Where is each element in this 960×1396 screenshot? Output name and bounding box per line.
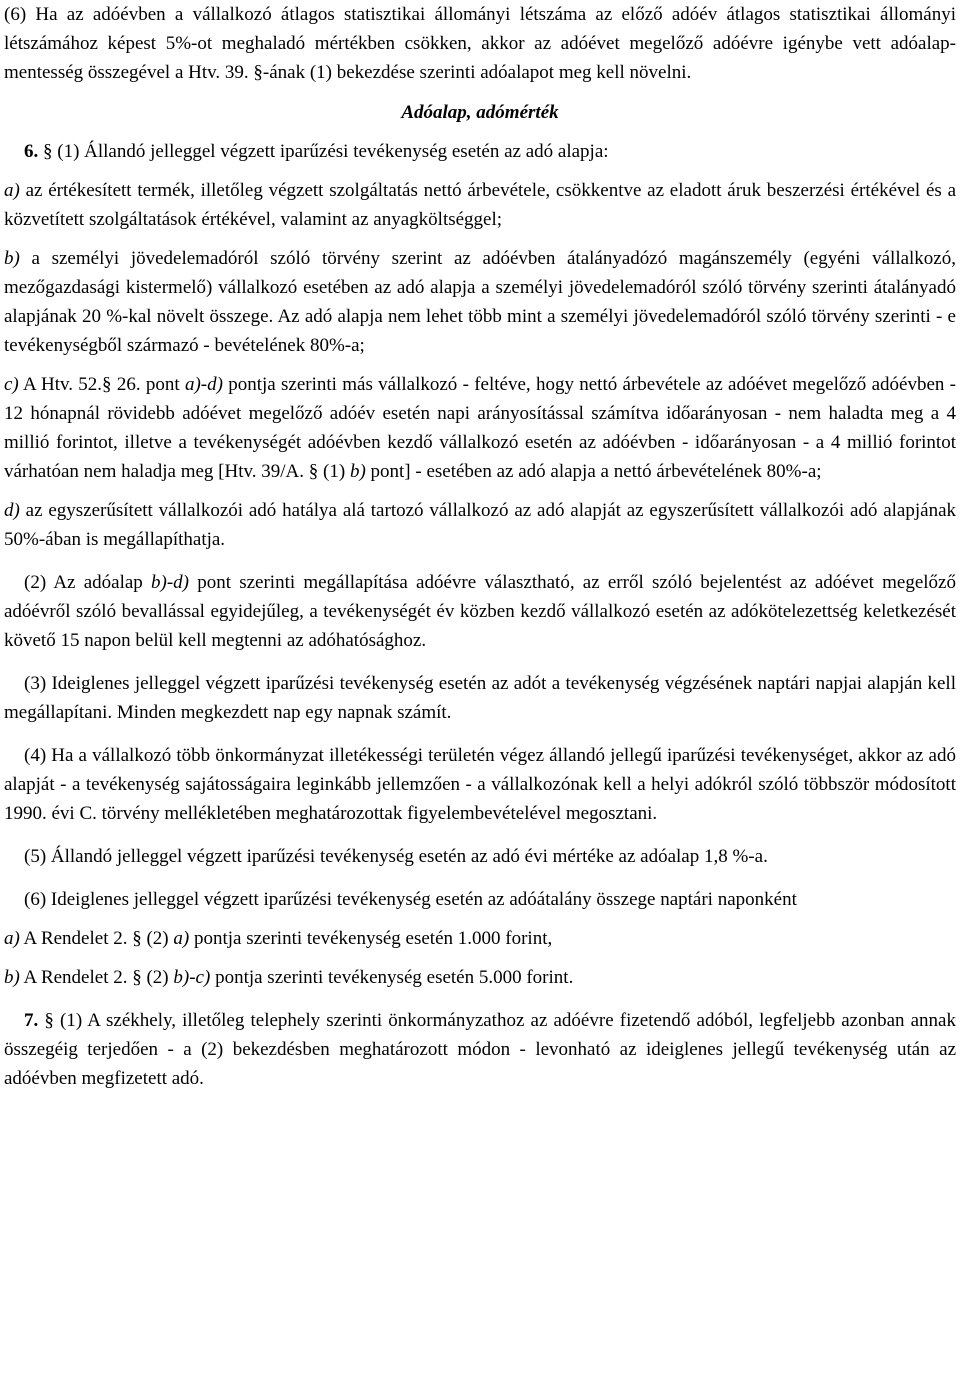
paragraph-6: (6) Ideiglenes jelleggel végzett iparűzési tevékenység esetén az adóátalány összege naptári naponként [24,889,797,910]
item-a-label: a) [4,180,20,201]
paragraph-5: (5) Állandó jelleggel végzett iparűzési tevékenység esetén az adó évi mértéke az adóalap 1,8 %-a. [24,846,768,867]
paragraph-6-item-a-text-1: A Rendelet 2. § (2) [19,928,174,949]
paragraph-6-item-b [4,963,956,992]
item-c-label: c) [4,374,19,395]
item-c-ref: a)-d) [184,374,223,395]
item-a-text: az értékesített termék, illetőleg végzett szolgáltatás nettó árbevétele, csökkentve az eladott áruk beszerzési értékével és a közvetített szolgáltatások értékével, valamint az anyagköltséggel; [4,180,956,230]
section-6-intro-text: § (1) Állandó jelleggel végzett iparűzési tevékenység esetén az adó alapja: [38,141,609,162]
item-d-text: az egyszerűsített vállalkozói adó hatálya alá tartozó vállalkozó az adó alapját az egyszerűsített vállalkozói adó alapjának 50%-ában is megállapíthatja. [4,500,956,550]
item-d [4,496,956,554]
paragraph-2-ref: b)-d) [151,572,189,593]
paragraph-3: (3) Ideiglenes jelleggel végzett iparűzési tevékenység esetén az adót a tevékenység végzésének naptári napjai alapján kell megállapítani. Minden megkezdett nap egy napnak számít. [4,673,956,723]
paragraph-6-item-a-label: a) [4,928,20,949]
section-number: 6. [24,141,39,162]
paragraph-2 [4,568,956,655]
paragraph-2-text-a: (2) Az adóalap [24,572,151,593]
paragraph-6-item-b-text-2: pontja szerinti tevékenység esetén 5.000 forint. [210,967,574,988]
item-b-text: a személyi jövedelemadóról szóló törvény szerint az adóévben átalányadózó magánszemély (egyéni vállalkozó, mezőgazdasági kistermelő) vállalkozó esetében az adó alapja a személyi jövedelemadóról szóló törvény szerinti átalányadó alapjának 20 %-kal növelt összege. Az adó alapja nem lehet több mint a személyi jövedelemadóról szóló törvény szerinti - e tevékenységből származó - bevételének 80%-a; [4,248,956,356]
item-d-label: d) [4,500,20,521]
item-c [4,370,956,486]
item-c-text-1: A Htv. 52.§ 26. pont [18,374,185,395]
paragraph-6-item-b-text-1: A Rendelet 2. § (2) [19,967,174,988]
paragraph-6-item-b-label: b) [4,967,20,988]
section-heading: Adóalap, adómérték [401,102,559,123]
item-a [4,176,956,234]
item-b [4,244,956,360]
section-6-intro [4,137,956,166]
item-c-ref-2: b) [349,461,366,482]
paragraph-6-item-a-text-2: pontja szerinti tevékenység esetén 1.000 forint, [189,928,553,949]
paragraph-4: (4) Ha a vállalkozó több önkormányzat illetékességi területén végez állandó jellegű iparűzési tevékenységet, akkor az adó alapját - a tevékenység sajátosságaira leginkább jellemzően - a vállalkozónak kell a helyi adókról szóló többször módosított 1990. évi C. törvény mellékletében meghatározottak figyelembevételével megosztani. [4,745,956,824]
paragraph-6-item-b-ref: b)-c) [173,967,211,988]
section-7-number: 7. [24,1010,39,1031]
item-b-label: b) [4,248,20,269]
paragraph-6-item-a [4,924,956,953]
paragraph-2-text-b: pont szerinti megállapítása adóévre választható, az erről szóló bejelentést az adóévet megelőző adóévről szóló bevallással egyidejűleg, a tevékenységét év közben kezdő vállalkozó esetén az adókötelezettség keletkezését követő 15 napon belül kell megtenni az adóhatósághoz. [4,572,956,651]
paragraph-6-item-a-ref: a) [173,928,190,949]
item-c-text-3: pont] - esetében az adó alapja a nettó árbevételének 80%-a; [365,461,822,482]
paragraph-p6-intro: (6) Ha az adóévben a vállalkozó átlagos statisztikai állományi létszáma az előző adóév átlagos statisztikai állományi létszámához képest 5%-ot meghaladó mértékben csökken, akkor az adóévet megelőző adóévre igénybe vett adóalap-mentesség összegével a Htv. 39. §-ának (1) bekezdése szerinti adóalapot meg kell növelni. [4,4,956,83]
section-7-text: § (1) A székhely, illetőleg telephely szerinti önkormányzathoz az adóévre fizetendő adóból, legfeljebb azonban annak összegéig terjedően - a (2) bekezdésben meghatározott módon - levonható az ideiglenes jellegű tevékenység után az adóévben megfizetett adó. [4,1010,956,1089]
item-c-text-2: pontja szerinti más vállalkozó - feltéve, hogy nettó árbevétele az adóévet megelőző adóévben - 12 hónapnál rövidebb adóévet megelőző adóév esetén napi arányosítással számítva időarányosan - nem haladta meg a 4 millió forintot, illetve a tevékenységét adóévben kezdő vállalkozó esetén az adóévben - időarányosan - a 4 millió forintot várhatóan nem haladja meg [Htv. 39/A. § (1) [4,374,956,482]
section-7 [4,1006,956,1093]
